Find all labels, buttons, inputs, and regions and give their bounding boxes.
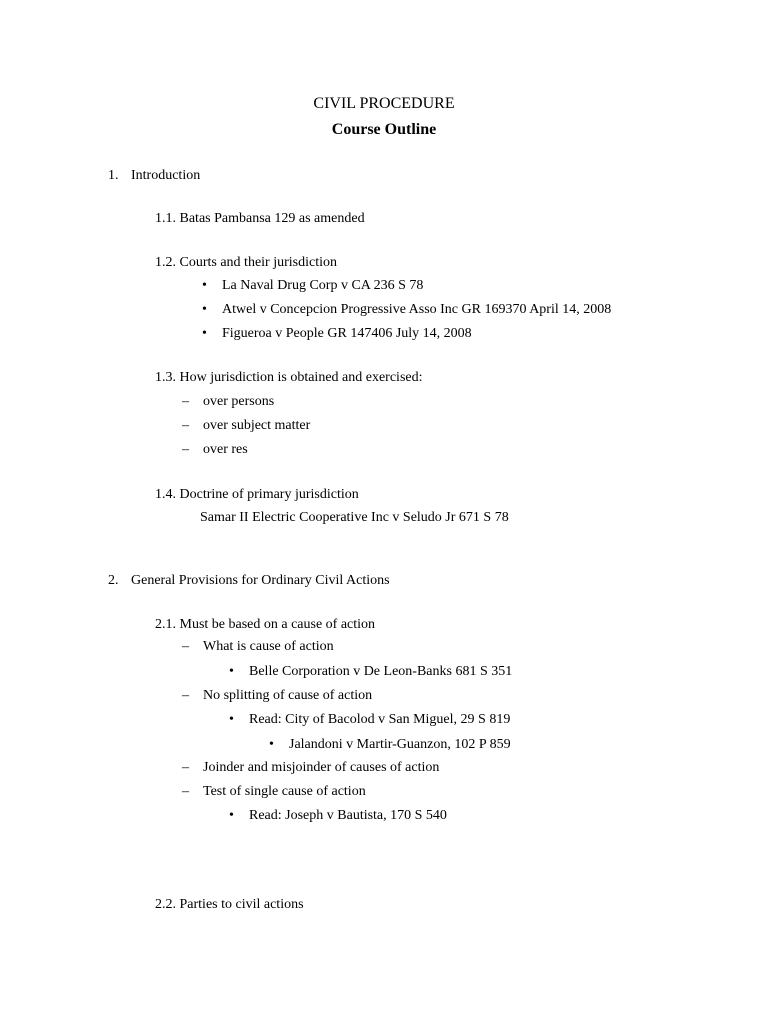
bullet-marker: • xyxy=(202,326,207,341)
subsection-label: 1.2. Courts and their jurisdiction xyxy=(155,255,337,270)
outline-item: No splitting of cause of action xyxy=(203,688,373,703)
section-heading: General Provisions for Ordinary Civil Actions xyxy=(131,573,390,588)
case-citation: La Naval Drug Corp v CA 236 S 78 xyxy=(222,278,424,293)
bullet-marker: • xyxy=(229,712,234,727)
section-number: 2. xyxy=(108,573,119,588)
document-title: CIVIL PROCEDURE xyxy=(313,95,455,112)
document-subtitle: Course Outline xyxy=(331,121,437,138)
case-citation: Atwel v Concepcion Progressive Asso Inc GR 169370 April 14, 2008 xyxy=(222,302,612,317)
subsection-label: 1.3. How jurisdiction is obtained and exercised: xyxy=(155,370,423,385)
dash-marker: – xyxy=(182,760,189,775)
dash-marker: – xyxy=(182,394,189,409)
bullet-marker: • xyxy=(269,737,274,752)
section-heading: Introduction xyxy=(131,168,201,183)
bullet-marker: • xyxy=(229,664,234,679)
bullet-marker: • xyxy=(202,302,207,317)
dash-marker: – xyxy=(182,418,189,433)
outline-item: Joinder and misjoinder of causes of action xyxy=(203,760,440,775)
outline-item: What is cause of action xyxy=(203,639,334,654)
case-citation: Belle Corporation v De Leon-Banks 681 S 351 xyxy=(249,664,513,679)
case-citation: Samar II Electric Cooperative Inc v Seludo Jr 671 S 78 xyxy=(200,510,509,525)
dash-marker: – xyxy=(182,442,189,457)
case-citation: Read: City of Bacolod v San Miguel, 29 S 819 xyxy=(249,712,511,727)
dash-marker: – xyxy=(182,688,189,703)
dash-marker: – xyxy=(182,784,189,799)
bullet-marker: • xyxy=(229,808,234,823)
case-citation: Jalandoni v Martir-Guanzon, 102 P 859 xyxy=(289,737,511,752)
bullet-marker: • xyxy=(202,278,207,293)
case-citation: Figueroa v People GR 147406 July 14, 2008 xyxy=(222,326,472,341)
outline-item: Test of single cause of action xyxy=(203,784,366,799)
subsection-label: 1.1. Batas Pambansa 129 as amended xyxy=(155,211,365,226)
outline-item: over persons xyxy=(203,394,275,409)
dash-marker: – xyxy=(182,639,189,654)
outline-item: over res xyxy=(203,442,248,457)
subsection-label: 2.1. Must be based on a cause of action xyxy=(155,617,376,632)
subsection-label: 1.4. Doctrine of primary jurisdiction xyxy=(155,487,359,502)
case-citation: Read: Joseph v Bautista, 170 S 540 xyxy=(249,808,447,823)
outline-item: over subject matter xyxy=(203,418,311,433)
subsection-label: 2.2. Parties to civil actions xyxy=(155,897,304,912)
section-number: 1. xyxy=(108,168,119,183)
